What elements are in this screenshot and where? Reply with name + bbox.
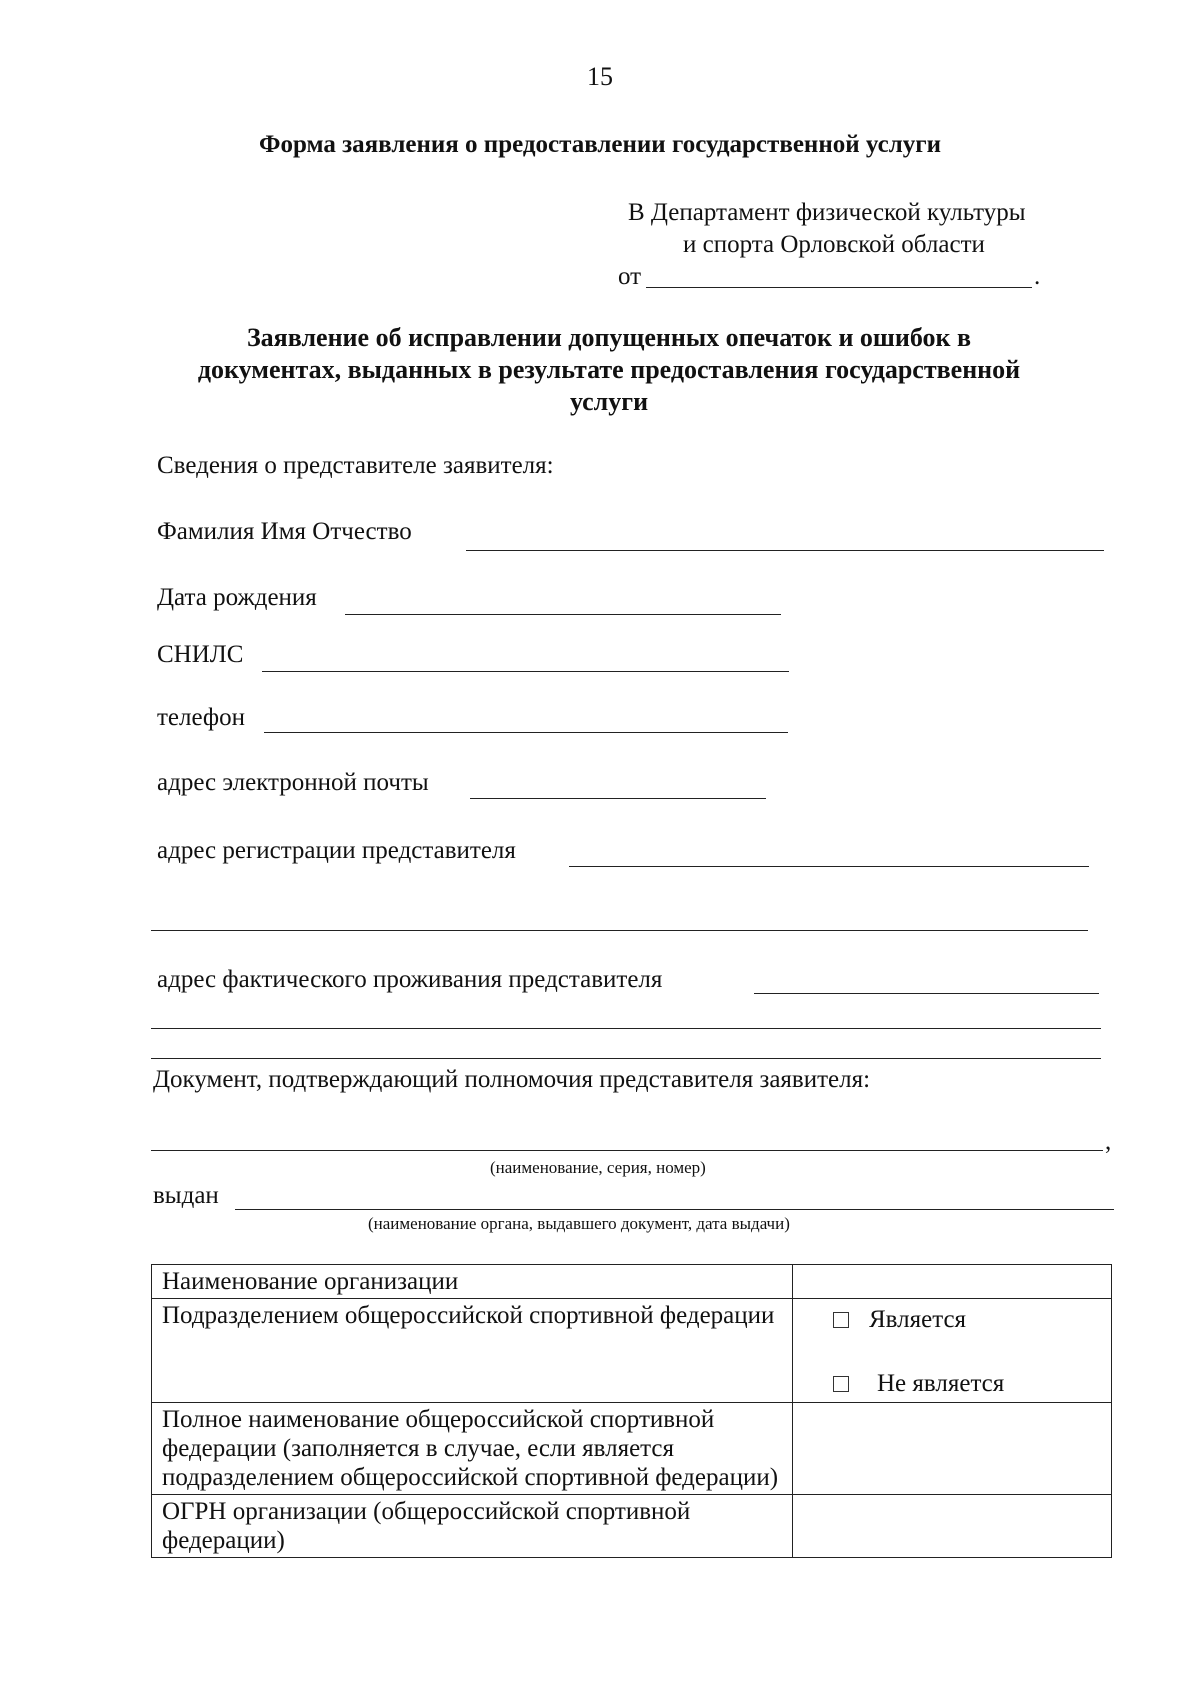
from-field[interactable] <box>646 287 1032 288</box>
subdivision-label: Подразделением общероссийской спортивной федерации <box>152 1299 793 1403</box>
from-label: от <box>618 263 642 290</box>
addressee-line-1: В Департамент физической культуры <box>628 199 1026 226</box>
actual-address-field-line-2[interactable] <box>151 1028 1101 1029</box>
table-row <box>152 1403 1112 1495</box>
option-no[interactable] <box>833 1369 1101 1398</box>
heading-line-2: документах, выданных в результате предоставления государственной <box>197 355 1021 384</box>
full-name-label: Фамилия Имя Отчество <box>157 518 412 545</box>
email-field[interactable] <box>470 798 766 799</box>
organization-name-label: Наименование организации <box>152 1265 793 1299</box>
phone-label: телефон <box>157 704 245 731</box>
birth-date-field[interactable] <box>345 614 781 615</box>
organization-table <box>151 1264 1112 1558</box>
issued-by-field[interactable] <box>235 1209 1114 1210</box>
representative-section-title: Сведения о представителе заявителя: <box>157 452 554 479</box>
actual-address-label: адрес фактического проживания представителя <box>157 966 663 993</box>
organization-name-value[interactable] <box>793 1265 1112 1299</box>
registration-address-label: адрес регистрации представителя <box>157 837 516 864</box>
from-end: . <box>1034 263 1041 290</box>
snils-label: СНИЛС <box>157 641 244 668</box>
page-number: 15 <box>587 62 613 91</box>
application-heading <box>150 322 1068 418</box>
heading-line-1: Заявление об исправлении допущенных опечаток и ошибок в <box>246 323 972 352</box>
issued-label: выдан <box>153 1182 219 1209</box>
table-row <box>152 1265 1112 1299</box>
actual-address-field[interactable] <box>754 993 1099 994</box>
heading-line-3: услуги <box>569 387 649 416</box>
checkbox-icon[interactable] <box>833 1312 849 1328</box>
federation-full-name-value[interactable] <box>793 1403 1112 1495</box>
registration-address-field-continued[interactable] <box>151 930 1088 931</box>
phone-field[interactable] <box>264 732 788 733</box>
birth-date-label: Дата рождения <box>157 584 317 611</box>
actual-address-field-line-3[interactable] <box>151 1058 1101 1059</box>
ogrn-label: ОГРН организации (общероссийской спортивной федерации) <box>152 1495 793 1558</box>
option-yes-label: Является <box>869 1306 967 1333</box>
ogrn-value[interactable] <box>793 1495 1112 1558</box>
issued-by-caption: (наименование органа, выдавшего документ, дата выдачи) <box>368 1214 790 1233</box>
option-no-label: Не является <box>877 1370 1005 1397</box>
form-title: Форма заявления о предоставлении государственной услуги <box>259 131 941 158</box>
authority-document-label: Документ, подтверждающий полномочия представителя заявителя: <box>153 1066 871 1093</box>
table-row <box>152 1299 1112 1403</box>
federation-full-name-label: Полное наименование общероссийской спортивной федерации (заполняется в случае, если является подразделением общероссийской спортивной федерации) <box>152 1403 793 1495</box>
trailing-comma: , <box>1105 1128 1112 1155</box>
registration-address-field[interactable] <box>569 866 1089 867</box>
authority-document-name-field[interactable] <box>151 1150 1103 1151</box>
snils-field[interactable] <box>262 671 789 672</box>
subdivision-options <box>793 1299 1112 1403</box>
email-label: адрес электронной почты <box>157 769 429 796</box>
authority-document-name-caption: (наименование, серия, номер) <box>490 1158 706 1177</box>
table-row <box>152 1495 1112 1558</box>
option-yes[interactable] <box>833 1305 1101 1334</box>
checkbox-icon[interactable] <box>833 1376 849 1392</box>
addressee-line-2: и спорта Орловской области <box>683 231 985 258</box>
full-name-field[interactable] <box>466 550 1104 551</box>
